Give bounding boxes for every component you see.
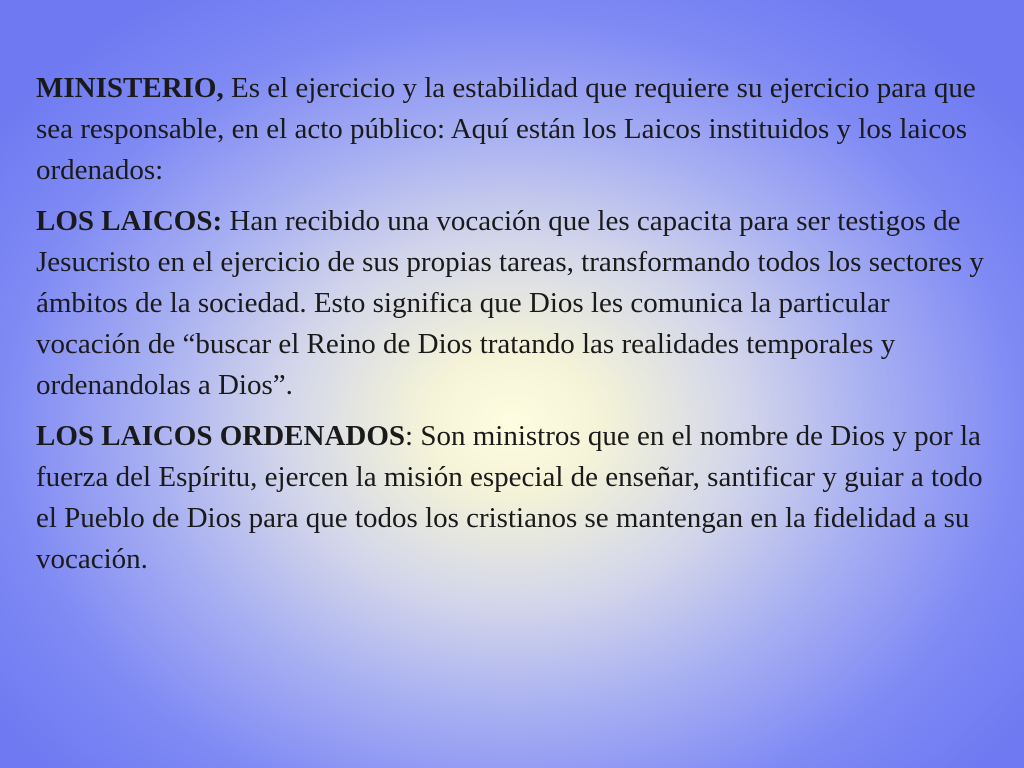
paragraph-heading: LOS LAICOS ORDENADOS [36, 420, 406, 452]
paragraph-text: : Son ministros que en el nombre de Dios y por la fuerza del Espíritu, ejercen la misión especial de enseñar, santificar y guiar a todo el Pueblo de Dios para que todos los cristianos se mantengan en la fidelidad a su vocación. [36, 420, 983, 575]
paragraph-ministerio [36, 68, 986, 191]
paragraph-heading: MINISTERIO, [36, 72, 224, 104]
paragraph-heading: LOS LAICOS: [36, 205, 223, 237]
slide-text-body [36, 68, 986, 590]
paragraph-text: Es el ejercicio y la estabilidad que requiere su ejercicio para que sea responsable, en el acto público: Aquí están los Laicos instituidos y los laicos ordenados: [36, 72, 976, 186]
paragraph-los-laicos-ordenados [36, 416, 986, 580]
paragraph-los-laicos [36, 201, 986, 406]
paragraph-text: Han recibido una vocación que les capacita para ser testigos de Jesucristo en el ejercicio de sus propias tareas, transformando todos los sectores y ámbitos de la sociedad. Esto significa que Dios les comunica la particular vocación de “buscar el Reino de Dios tratando las realidades temporales y ordenandolas a Dios”. [36, 205, 984, 401]
